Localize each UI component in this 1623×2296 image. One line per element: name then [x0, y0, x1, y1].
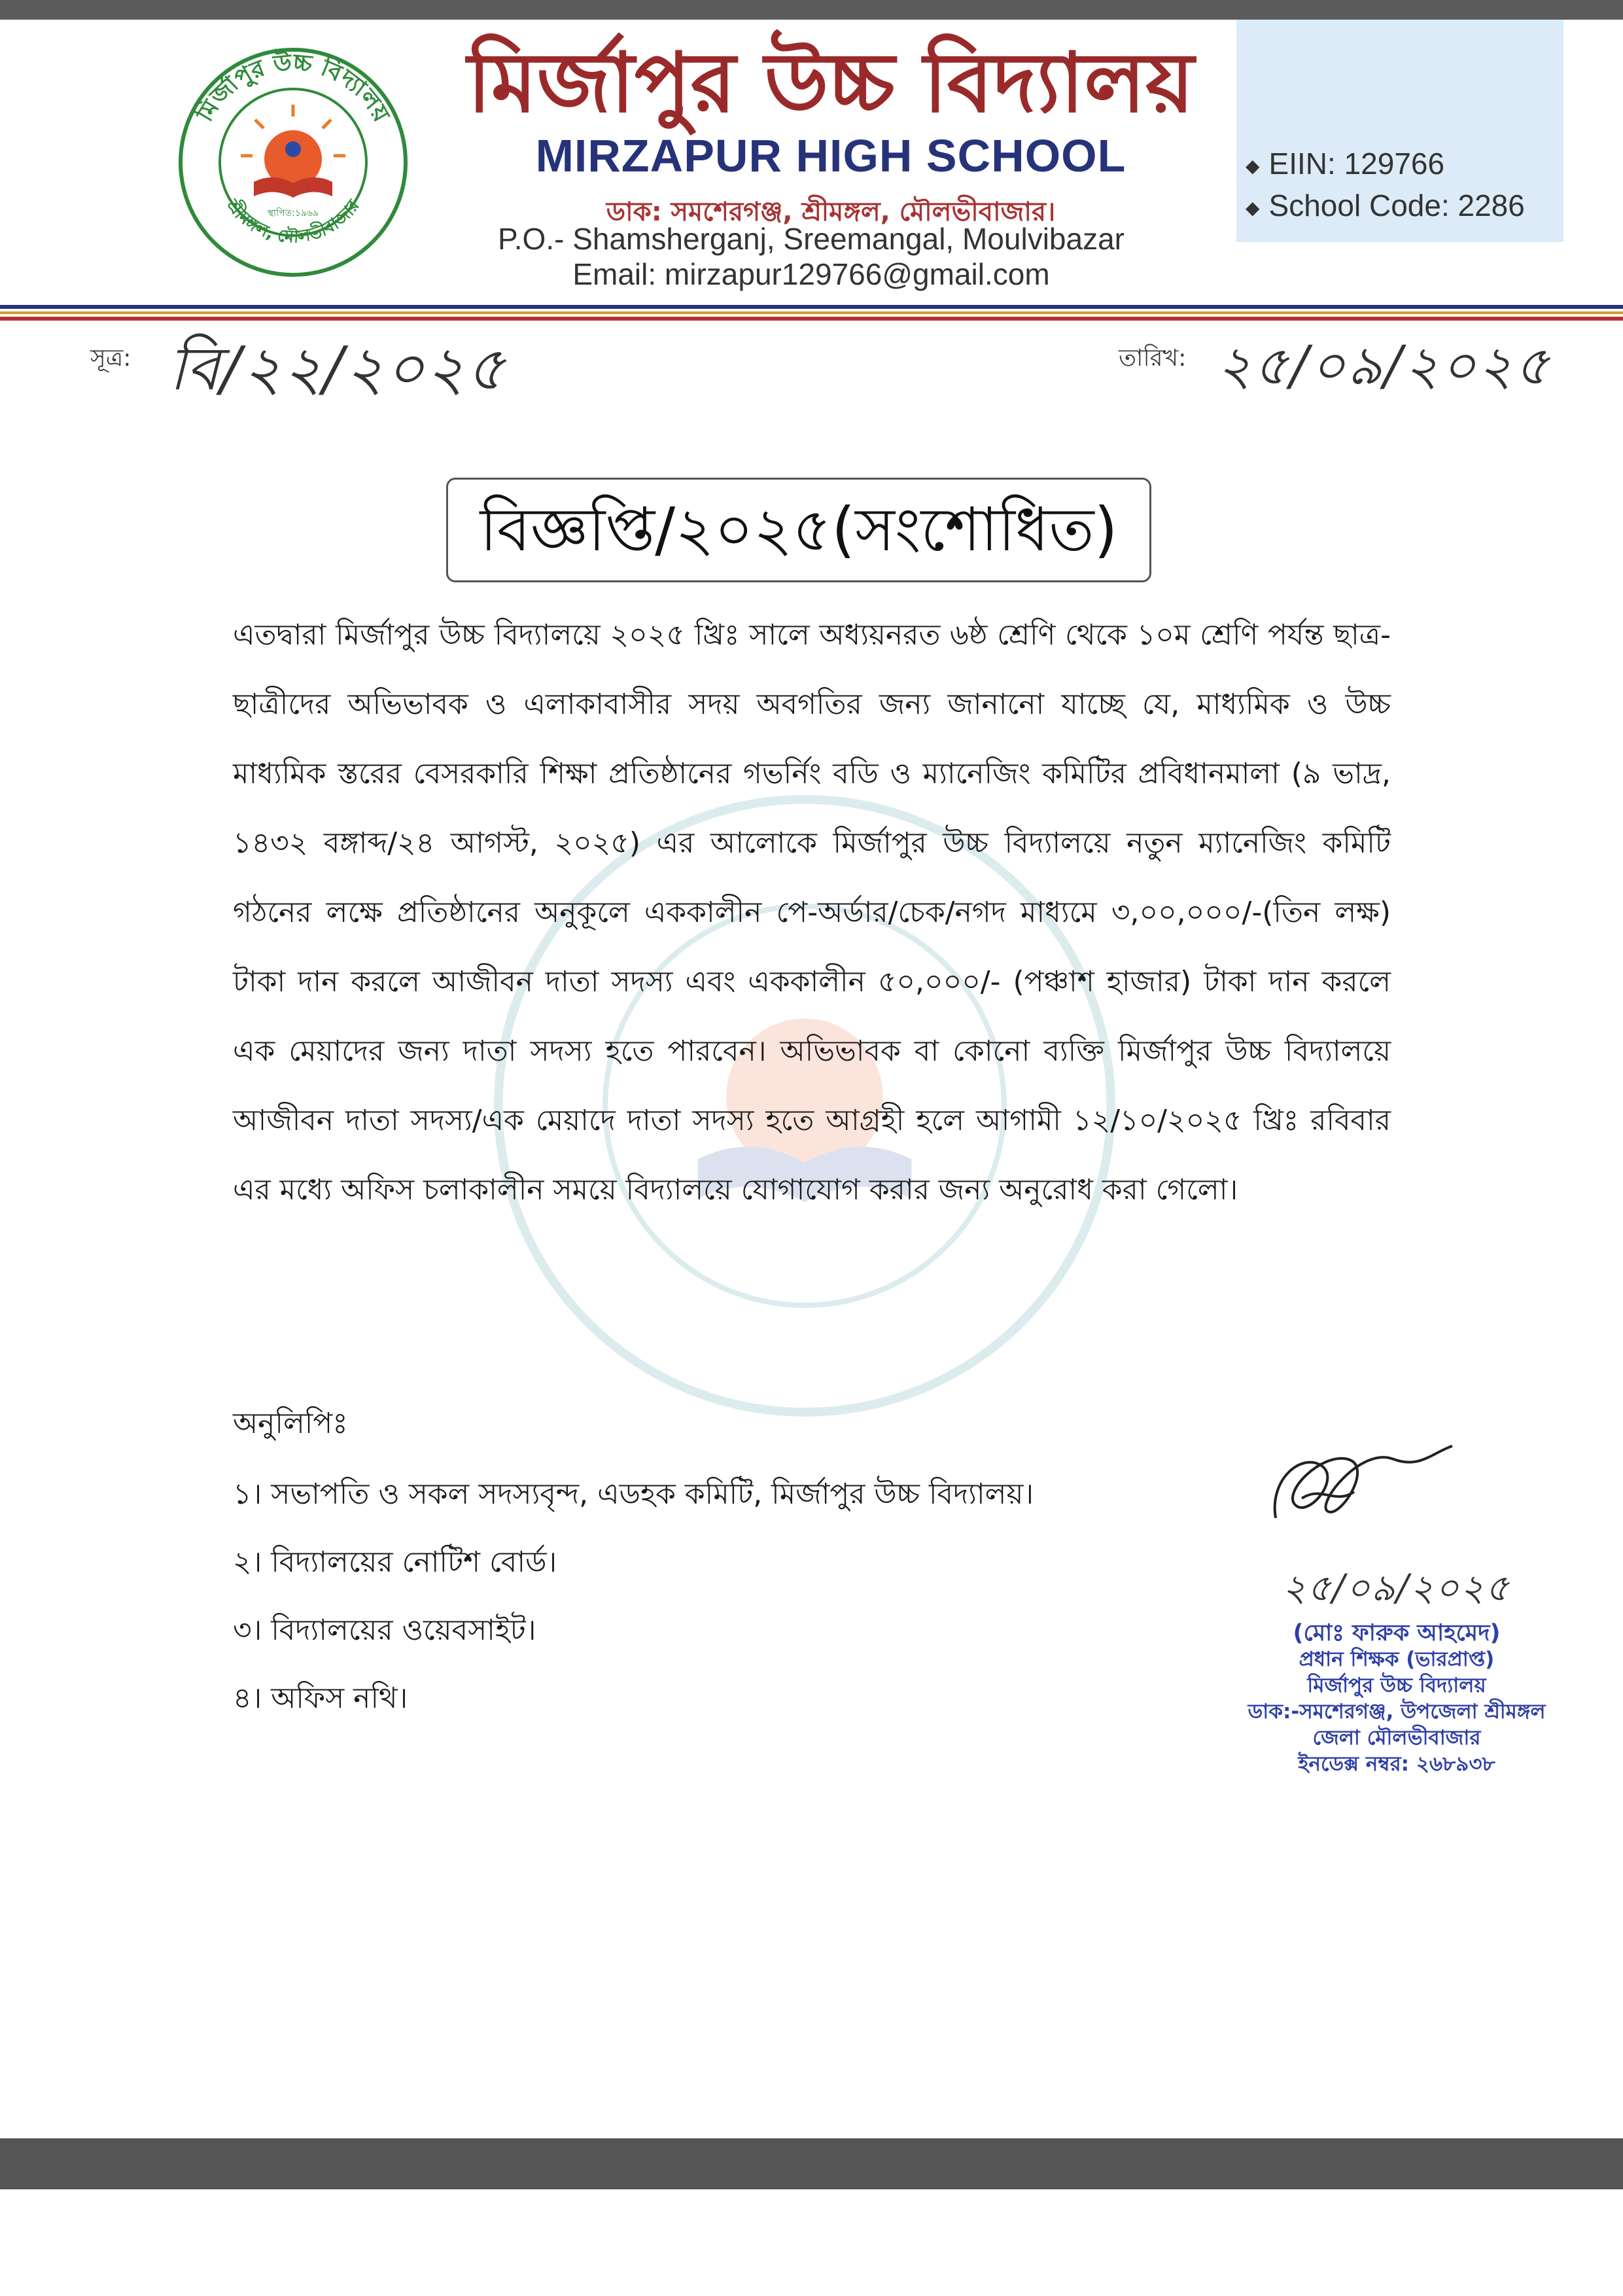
copies-list — [233, 1460, 1034, 1733]
list-item: ৪। অফিস নথি। — [233, 1682, 408, 1715]
date-value: ২৫/০৯/২০২৫ — [1217, 335, 1552, 397]
signature — [1263, 1439, 1459, 1557]
header-rule-orange — [0, 311, 1623, 314]
logo-ring-text: মির্জাপুর উচ্চ বিদ্যালয় — [192, 49, 395, 127]
eiin-row — [1246, 144, 1525, 186]
school-logo — [175, 44, 411, 280]
diamond-bullet-icon: ◆ — [1246, 155, 1260, 176]
official-stamp — [1217, 1620, 1577, 1777]
eiin: EIIN: 129766 — [1268, 147, 1445, 181]
logo-figure-icon — [285, 141, 301, 157]
logo-bottom-text: শ্রীমঙ্গল, মৌলভীবাজার — [222, 196, 364, 247]
signature-date: ২৫/০৯/২০২৫ — [1282, 1567, 1510, 1610]
reference-value: বি/২২/২০২৫ — [169, 334, 507, 404]
school-name-bn: মির্জাপুর উচ্চ বিদ্যালয় — [467, 35, 1195, 131]
list-item: ২। বিদ্যালয়ের নোটিশ বোর্ড। — [233, 1545, 557, 1579]
school-name-en: MIRZAPUR HIGH SCHOOL — [535, 130, 1126, 181]
notice-body: এতদ্বারা মির্জাপুর উচ্চ বিদ্যালয়ে ২০২৫ খ্রিঃ সালে অধ্যয়নরত ৬ষ্ঠ শ্রেণি থেকে ১০ম শ্রেণি পর্যন্ত ছাত্র-ছাত্রীদের অভিভাবক ও এলাকাবাসীর সদয় অবগতির জন্য জানানো যাচ্ছে যে, মাধ্যমিক ও উচ্চ মাধ্যমিক স্তরের বেসরকারি শিক্ষা প্রতিষ্ঠানের গভর্নিং বডি ও ম্যানেজিং কমিটির প্রবিধানমালা (৯ ভাদ্র, ১৪৩২ বঙ্গাব্দ/২৪ আগস্ট, ২০২৫) এর আলোকে মির্জাপুর উচ্চ বিদ্যালয়ে নতুন ম্যানেজিং কমিটি গঠনের লক্ষে প্রতিষ্ঠানের অনুকূলে এককালীন পে-অর্ডার/চেক/নগদ মাধ্যমে ৩,০০,০০০/-(তিন লক্ষ) টাকা দান করলে আজীবন দাতা সদস্য এবং এককালীন ৫০,০০০/- (পঞ্চাশ হাজার) টাকা দান করলে এক মেয়াদের জন্য দাতা সদস্য হতে পারবেন। অভিভাবক বা কোনো ব্যক্তি মির্জাপুর উচ্চ বিদ্যালয়ে আজীবন দাতা সদস্য/এক মেয়াদে দাতা সদস্য হতে আগ্রহী হলে আগামী ১২/১০/২০২৫ খ্রিঃ রবিবার এর মধ্যে অফিস চলাকালীন সময়ে বিদ্যালয়ে যোগাযোগ করার জন্য অনুরোধ করা গেলো। — [233, 618, 1391, 1207]
header-rule-red — [0, 317, 1623, 321]
reference-label: সূত্র: — [90, 345, 131, 372]
school-code-row — [1246, 186, 1525, 228]
stamp-index: ইনডেক্স নম্বর: ২৬৮৯৩৮ — [1298, 1752, 1495, 1776]
email: Email: mirzapur129766@gmail.com — [572, 257, 1050, 291]
logo-established: স্থাপিত:১৯৬৯ — [267, 208, 319, 219]
school-code: School Code: 2286 — [1268, 188, 1525, 222]
school-codes — [1246, 144, 1525, 228]
stamp-name: (মোঃ ফারুক আহমেদ) — [1293, 1620, 1501, 1646]
address-en: P.O.- Shamsherganj, Sreemangal, Moulvibazar — [498, 222, 1125, 256]
header-rule-blue — [0, 305, 1623, 309]
diamond-bullet-icon: ◆ — [1246, 197, 1260, 218]
list-item: ১। সভাপতি ও সকল সদস্যবৃন্দ, এডহক কমিটি, মির্জাপুর উচ্চ বিদ্যালয়। — [233, 1477, 1034, 1511]
stamp-district: জেলা মৌলভীবাজার — [1312, 1726, 1481, 1750]
stamp-address: ডাক:-সমশেরগঞ্জ, উপজেলা শ্রীমঙ্গল — [1248, 1700, 1546, 1723]
stamp-designation: প্রধান শিক্ষক (ভারপ্রাপ্ত) — [1299, 1648, 1495, 1671]
list-item: ৩। বিদ্যালয়ের ওয়েবসাইট। — [233, 1614, 536, 1647]
address-bn: ডাক: সমশেরগঞ্জ, শ্রীমঙ্গল, মৌলভীবাজার। — [606, 197, 1056, 227]
notice-title: বিজ্ঞপ্তি/২০২৫(সংশোধিত) — [446, 478, 1151, 582]
copies-title: অনুলিপিঃ — [233, 1407, 348, 1440]
scan-border-bottom — [0, 2138, 1623, 2189]
scan-border-top — [0, 0, 1623, 20]
stamp-school: মির্জাপুর উচ্চ বিদ্যালয় — [1307, 1674, 1486, 1697]
svg-text:শ্রীমঙ্গল, মৌলভীবাজার — [222, 194, 364, 247]
date-label: তারিখ: — [1119, 345, 1187, 372]
